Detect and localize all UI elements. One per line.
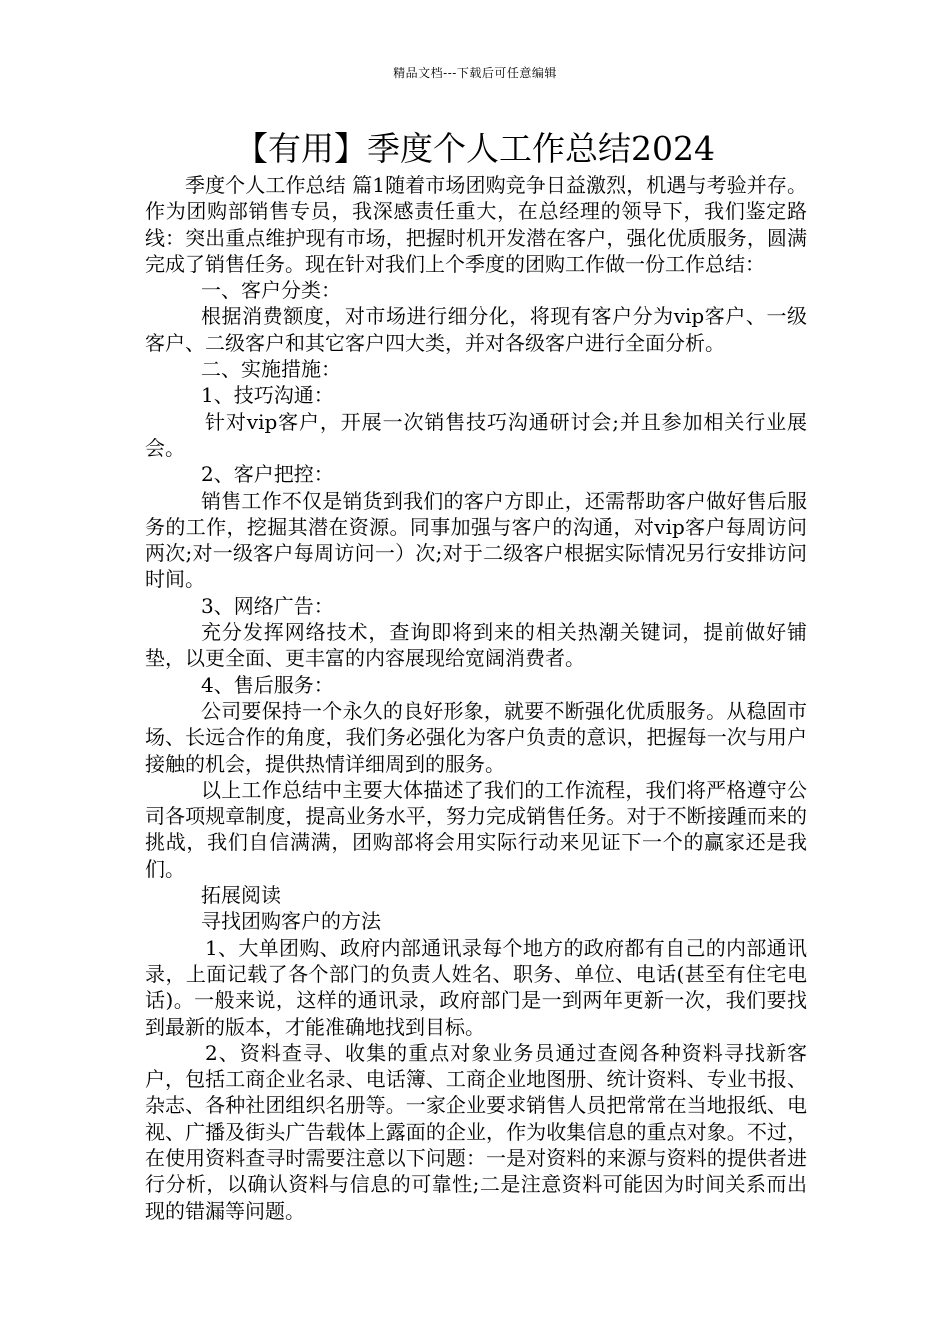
- document-title: 【有用】季度个人工作总结2024: [235, 129, 715, 168]
- paragraph: 以上工作总结中主要大体描述了我们的工作流程，我们将严格遵守公司各项规章制度，提高业务水平，努力完成销售任务。对于不断接踵而来的挑战，我们自信满满，团购部将会用实际行动来见证下一个的赢家还是我们。: [145, 777, 807, 881]
- subsection-heading: 3、网络广告：: [201, 593, 334, 618]
- paragraph: 针对vip客户，开展一次销售技巧沟通研讨会;并且参加相关行业展会。: [145, 409, 807, 460]
- subsection-heading: 4、售后服务：: [201, 672, 334, 697]
- section-heading: 二、实施措施：: [201, 357, 341, 382]
- subsection-heading: 2、客户把控：: [201, 462, 334, 487]
- paragraph: 季度个人工作总结 篇1随着市场团购竞争日益激烈，机遇与考验并存。作为团购部销售专员，我深感责任重大，在总经理的领导下，我们鉴定路线：突出重点维护现有市场，把握时机开发潜在客户，强化优质服务，圆满完成了销售任务。现在针对我们上个季度的团购工作做一份工作总结：: [145, 173, 807, 276]
- page-header: 精品文档---下载后可任意编辑: [393, 66, 557, 80]
- paragraph: 销售工作不仅是销货到我们的客户方即止，还需帮助客户做好售后服务的工作，挖掘其潜在资源。同事加强与客户的沟通，对vip客户每周访问两次;对一级客户每周访问一）次;对于二级客户根据实际情况另行安排访问时间。: [145, 488, 807, 592]
- paragraph: 充分发挥网络技术，查询即将到来的相关热潮关键词，提前做好铺垫，以更全面、更丰富的内容展现给宽阔消费者。: [145, 620, 807, 671]
- section-heading: 拓展阅读: [201, 883, 281, 908]
- paragraph: 根据消费额度，对市场进行细分化，将现有客户分为vip客户、一级客户、二级客户和其它客户四大类，并对各级客户进行全面分析。: [145, 304, 807, 355]
- section-heading: 一、客户分类：: [201, 278, 341, 303]
- document-body: [145, 172, 807, 1224]
- paragraph: 1、大单团购、政府内部通讯录每个地方的政府都有自己的内部通讯录，上面记载了各个部门的负责人姓名、职务、单位、电话(甚至有住宅电话)。一般来说，这样的通讯录，政府部门是一到两年更新一次，我们要找到最新的版本，才能准确地找到目标。: [145, 935, 807, 1039]
- paragraph: 公司要保持一个永久的良好形象，就要不断强化优质服务。从稳固市场、长远合作的角度，我们务必强化为客户负责的意识，把握每一次与用户接触的机会，提供热情详细周到的服务。: [145, 698, 807, 776]
- subsection-heading: 寻找团购客户的方法: [201, 909, 381, 934]
- paragraph: 2、资料查寻、收集的重点对象业务员通过查阅各种资料寻找新客户，包括工商企业名录、电话簿、工商企业地图册、统计资料、专业书报、杂志、各种社团组织名册等。一家企业要求销售人员把常常在当地报纸、电视、广播及街头广告载体上露面的企业，作为收集信息的重点对象。不过，在使用资料查寻时需要注意以下问题：一是对资料的来源与资料的提供者进行分析，以确认资料与信息的可靠性;二是注意资料可能因为时间关系而出现的错漏等问题。: [145, 1040, 807, 1223]
- subsection-heading: 1、技巧沟通：: [201, 383, 334, 408]
